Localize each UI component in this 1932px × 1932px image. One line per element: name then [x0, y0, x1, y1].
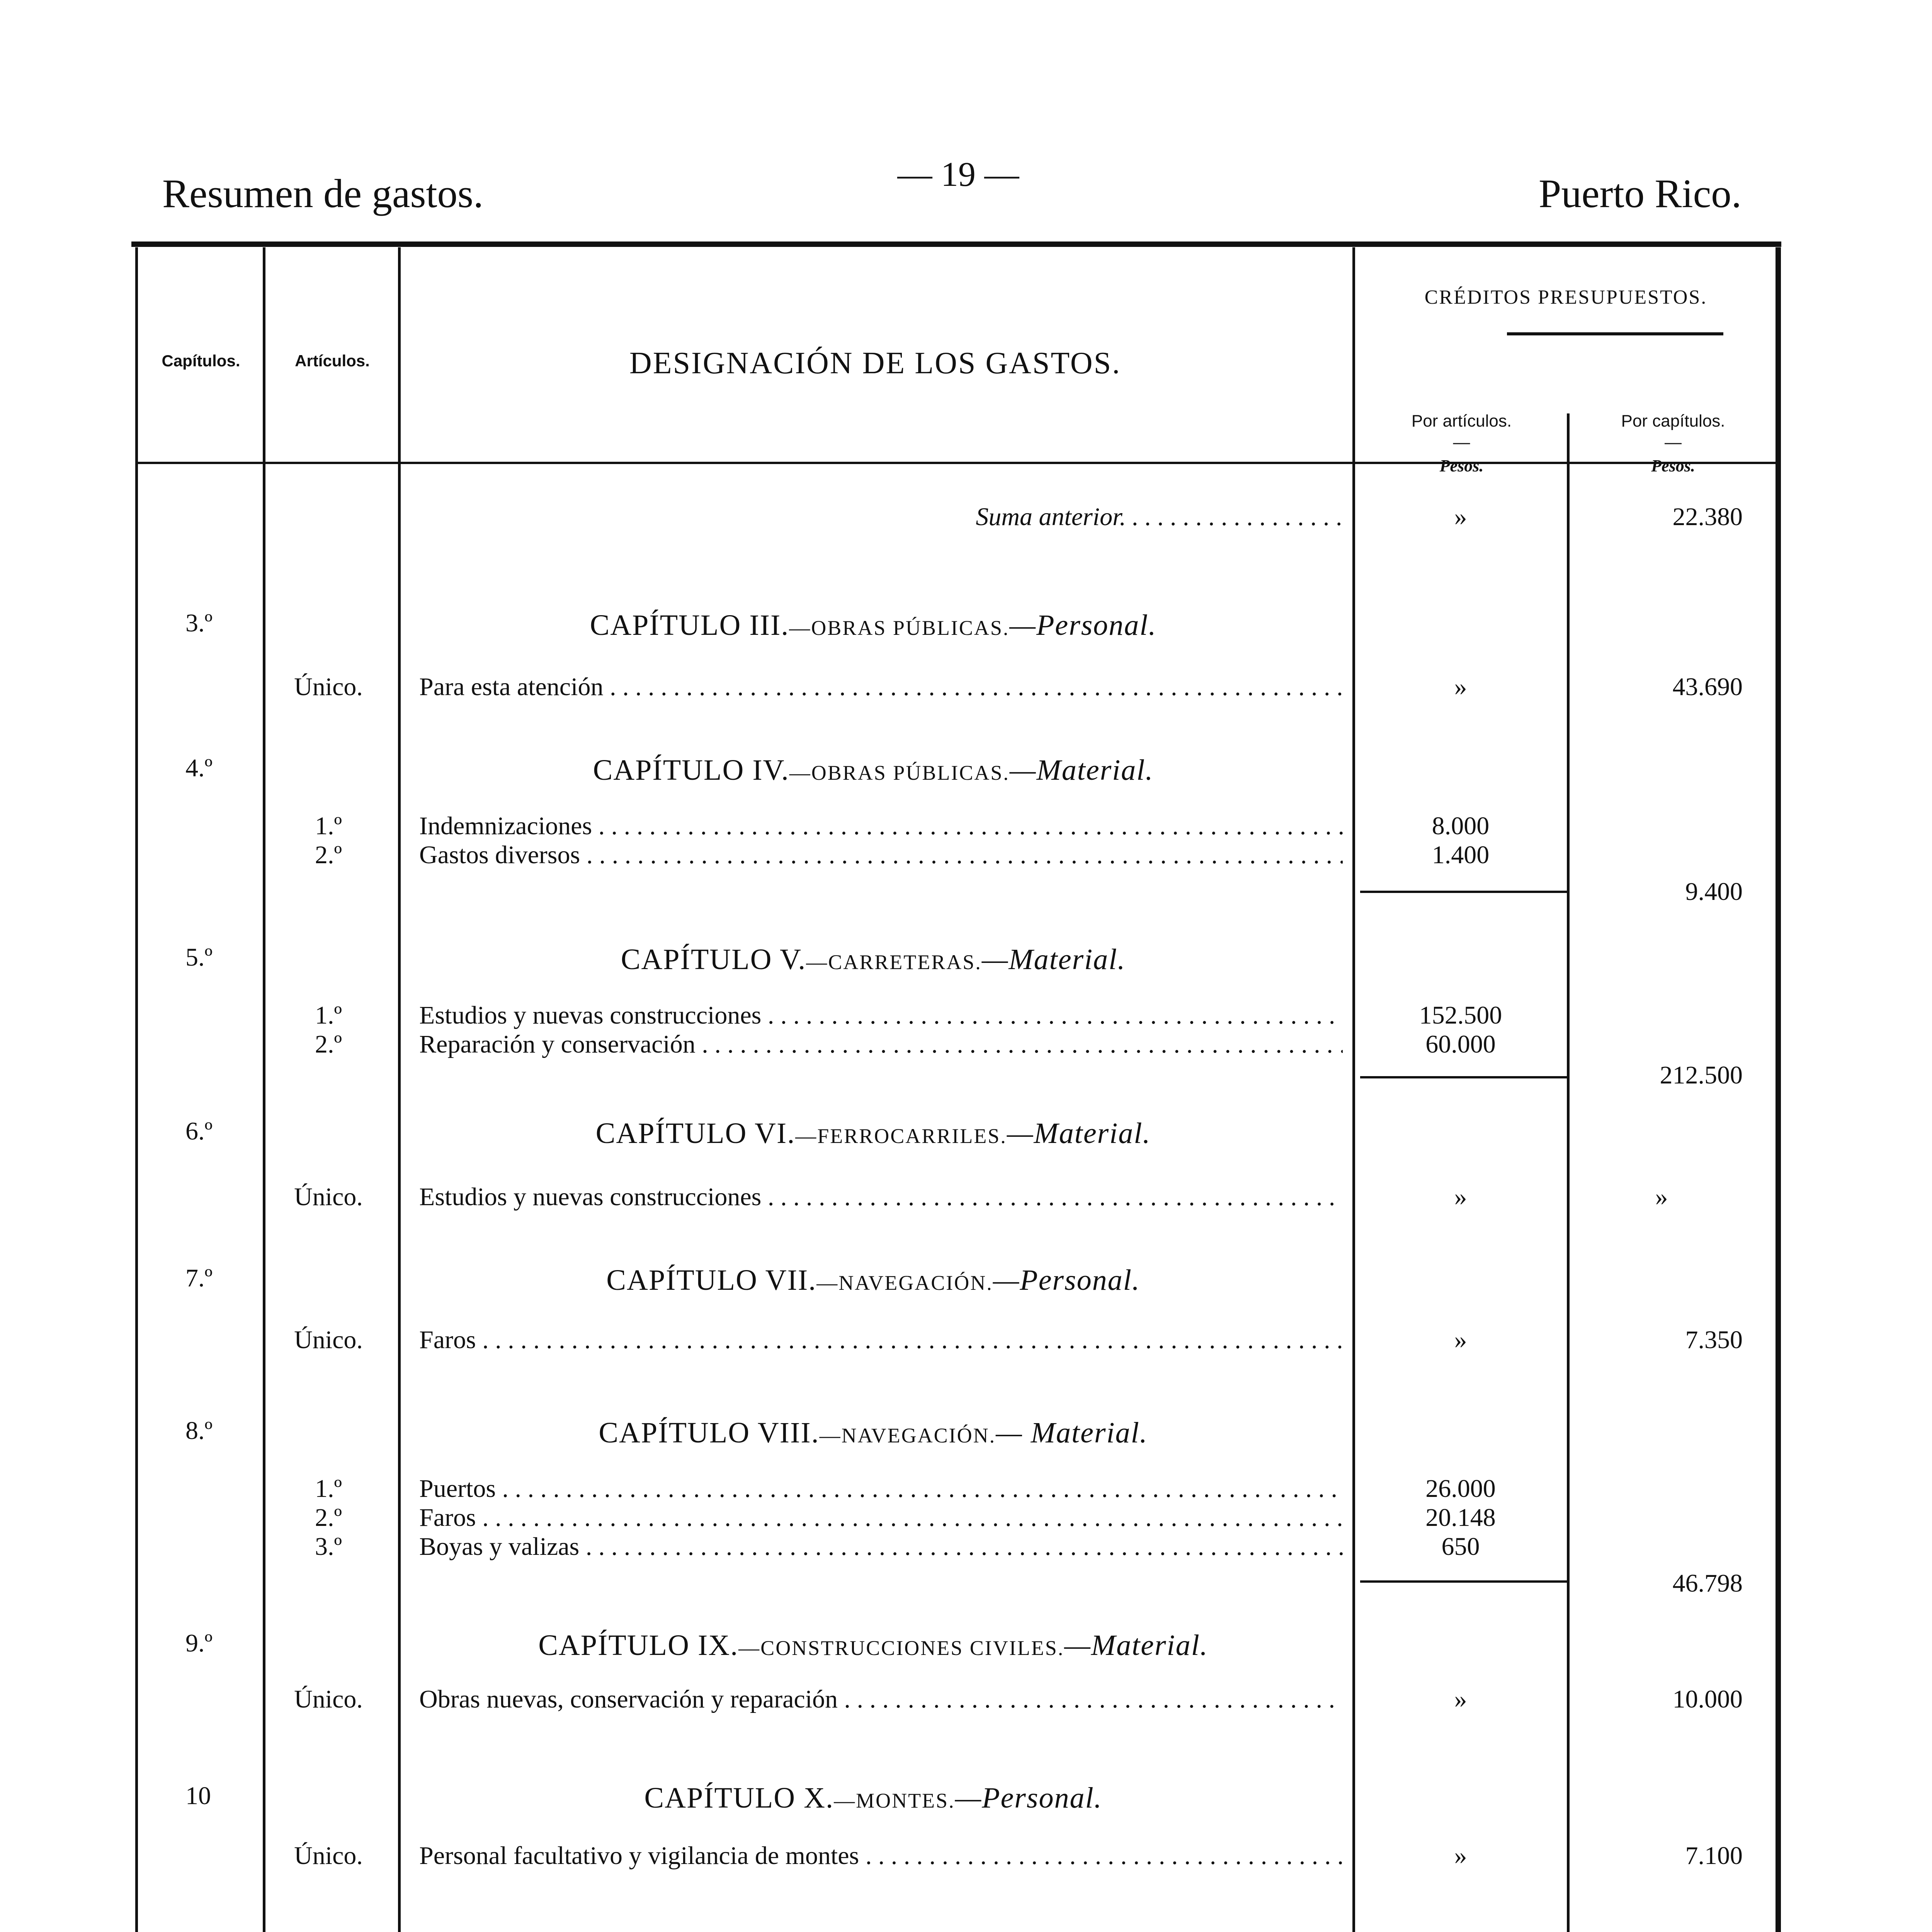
col-head-unit-capitulos: Pesos.	[1651, 456, 1695, 475]
chapter-title: CAPÍTULO III.—OBRAS PÚBLICAS.—Personal.	[590, 609, 1157, 641]
col-head-designacion: DESIGNACIÓN DE LOS GASTOS.	[629, 346, 1121, 380]
chapter-total-row	[0, 1061, 1932, 1092]
article-row	[0, 1474, 1932, 1505]
article-row	[0, 1325, 1932, 1356]
chapter-total: 10.000	[1672, 1685, 1743, 1713]
running-head-right: Puerto Rico.	[1539, 171, 1742, 216]
article-amount: 60.000	[1425, 1030, 1496, 1058]
chapter-number: 9.º	[185, 1629, 213, 1657]
article-amount: 26.000	[1425, 1475, 1496, 1503]
col-head-dash-capitulos: —	[1665, 433, 1682, 452]
article-description: Reparación y conservación . . .	[419, 1030, 1343, 1059]
chapter-heading	[0, 1781, 1932, 1812]
article-amount: »	[1454, 1842, 1467, 1870]
article-row	[0, 1532, 1932, 1563]
chapter-heading	[0, 1117, 1932, 1148]
article-number: 2.º	[315, 1030, 342, 1058]
article-number: 1.º	[315, 812, 342, 840]
chapter-heading	[0, 1416, 1932, 1447]
creditos-underline	[1507, 332, 1723, 335]
article-row	[0, 1841, 1932, 1872]
chapter-title: CAPÍTULO X.—MONTES.—Personal.	[644, 1782, 1102, 1814]
article-number: 3.º	[315, 1532, 342, 1561]
article-row	[0, 1001, 1932, 1032]
article-number: Único.	[294, 1183, 363, 1211]
col-head-capitulos: Capítulos.	[162, 352, 240, 370]
article-row	[0, 1182, 1932, 1213]
article-amount: »	[1454, 1183, 1467, 1211]
chapter-title: CAPÍTULO VII.—NAVEGACIÓN.—Personal.	[606, 1264, 1140, 1296]
chapter-total: 43.690	[1672, 673, 1743, 701]
col-head-unit-articulos: Pesos.	[1439, 456, 1484, 475]
article-description: Faros . . .	[419, 1503, 1343, 1532]
chapter-number: 10	[185, 1782, 211, 1810]
chapter-total: 212.500	[1660, 1061, 1743, 1089]
chapter-total: 46.798	[1672, 1569, 1743, 1597]
article-row	[0, 672, 1932, 703]
chapter-number: 8.º	[185, 1417, 213, 1445]
article-row	[0, 840, 1932, 871]
article-row	[0, 1685, 1932, 1716]
article-row	[0, 1030, 1932, 1061]
article-number: Único.	[294, 673, 363, 701]
chapter-number: 7.º	[185, 1264, 213, 1292]
suma-anterior-articulos: »	[1454, 503, 1467, 531]
article-row	[0, 811, 1932, 842]
article-amount: »	[1454, 673, 1467, 701]
chapter-heading	[0, 609, 1932, 639]
article-description: Personal facultativo y vigilancia de montes . . .	[419, 1841, 1343, 1871]
suma-anterior-row	[0, 502, 1932, 533]
suma-anterior-label: Suma anterior . . .	[419, 502, 1343, 532]
col-head-creditos: CRÉDITOS PRESUPUESTOS.	[1424, 286, 1708, 308]
article-number: Único.	[294, 1842, 363, 1870]
article-row	[0, 1503, 1932, 1534]
article-description: Puertos . . .	[419, 1474, 1343, 1503]
chapter-total: »	[1655, 1183, 1668, 1211]
chapter-total: 7.100	[1685, 1842, 1743, 1870]
page-number: — 19 —	[897, 155, 1019, 194]
article-description: Gastos diversos . . .	[419, 840, 1343, 870]
chapter-total-row	[0, 1569, 1932, 1600]
article-description: Estudios y nuevas construcciones . . .	[419, 1001, 1343, 1030]
article-description: Para esta atención . . .	[419, 672, 1343, 702]
article-description: Estudios y nuevas construcciones . . .	[419, 1182, 1343, 1212]
article-description: Indemnizaciones . . .	[419, 811, 1343, 841]
suma-anterior-capitulos: 22.380	[1672, 503, 1743, 531]
chapter-total: 7.350	[1685, 1326, 1743, 1354]
col-head-articulos: Artículos.	[295, 352, 370, 370]
article-number: 2.º	[315, 841, 342, 869]
table-top-rule	[131, 242, 1781, 247]
article-amount: »	[1454, 1685, 1467, 1713]
article-amount: 650	[1441, 1532, 1480, 1561]
chapter-heading	[0, 1264, 1932, 1294]
article-amount: 152.500	[1419, 1001, 1502, 1029]
col-head-por-articulos: Por artículos.	[1411, 412, 1512, 430]
chapter-title: CAPÍTULO IX.—CONSTRUCCIONES CIVILES.—Material.	[538, 1629, 1208, 1662]
chapter-total: 9.400	[1685, 878, 1743, 906]
article-amount: 1.400	[1432, 841, 1490, 869]
article-amount: 8.000	[1432, 812, 1490, 840]
article-number: Único.	[294, 1685, 363, 1713]
article-number: 2.º	[315, 1503, 342, 1532]
chapter-title: CAPÍTULO V.—CARRETERAS.—Material.	[621, 943, 1126, 976]
chapter-heading	[0, 1629, 1932, 1660]
article-description: Faros . . .	[419, 1325, 1343, 1355]
article-amount: 20.148	[1425, 1503, 1496, 1532]
chapter-number: 5.º	[185, 943, 213, 971]
chapter-number: 3.º	[185, 609, 213, 637]
col-head-por-capitulos: Por capítulos.	[1621, 412, 1725, 430]
col-head-dash-articulos: —	[1453, 433, 1470, 452]
article-description: Obras nuevas, conservación y reparación . . .	[419, 1685, 1343, 1714]
chapter-heading	[0, 943, 1932, 974]
article-number: 1.º	[315, 1475, 342, 1503]
article-number: 1.º	[315, 1001, 342, 1029]
chapter-title: CAPÍTULO VIII.—NAVEGACIÓN.— Material.	[599, 1417, 1148, 1449]
running-head-left: Resumen de gastos.	[162, 171, 484, 216]
chapter-title: CAPÍTULO VI.—FERROCARRILES.—Material.	[595, 1117, 1151, 1150]
chapter-heading	[0, 753, 1932, 784]
article-number: Único.	[294, 1326, 363, 1354]
chapter-total-row	[0, 877, 1932, 908]
chapter-title: CAPÍTULO IV.—OBRAS PÚBLICAS.—Material.	[593, 754, 1154, 786]
chapter-number: 6.º	[185, 1117, 213, 1145]
article-description: Boyas y valizas . . .	[419, 1532, 1343, 1561]
chapter-number: 4.º	[185, 754, 213, 782]
article-amount: »	[1454, 1326, 1467, 1354]
